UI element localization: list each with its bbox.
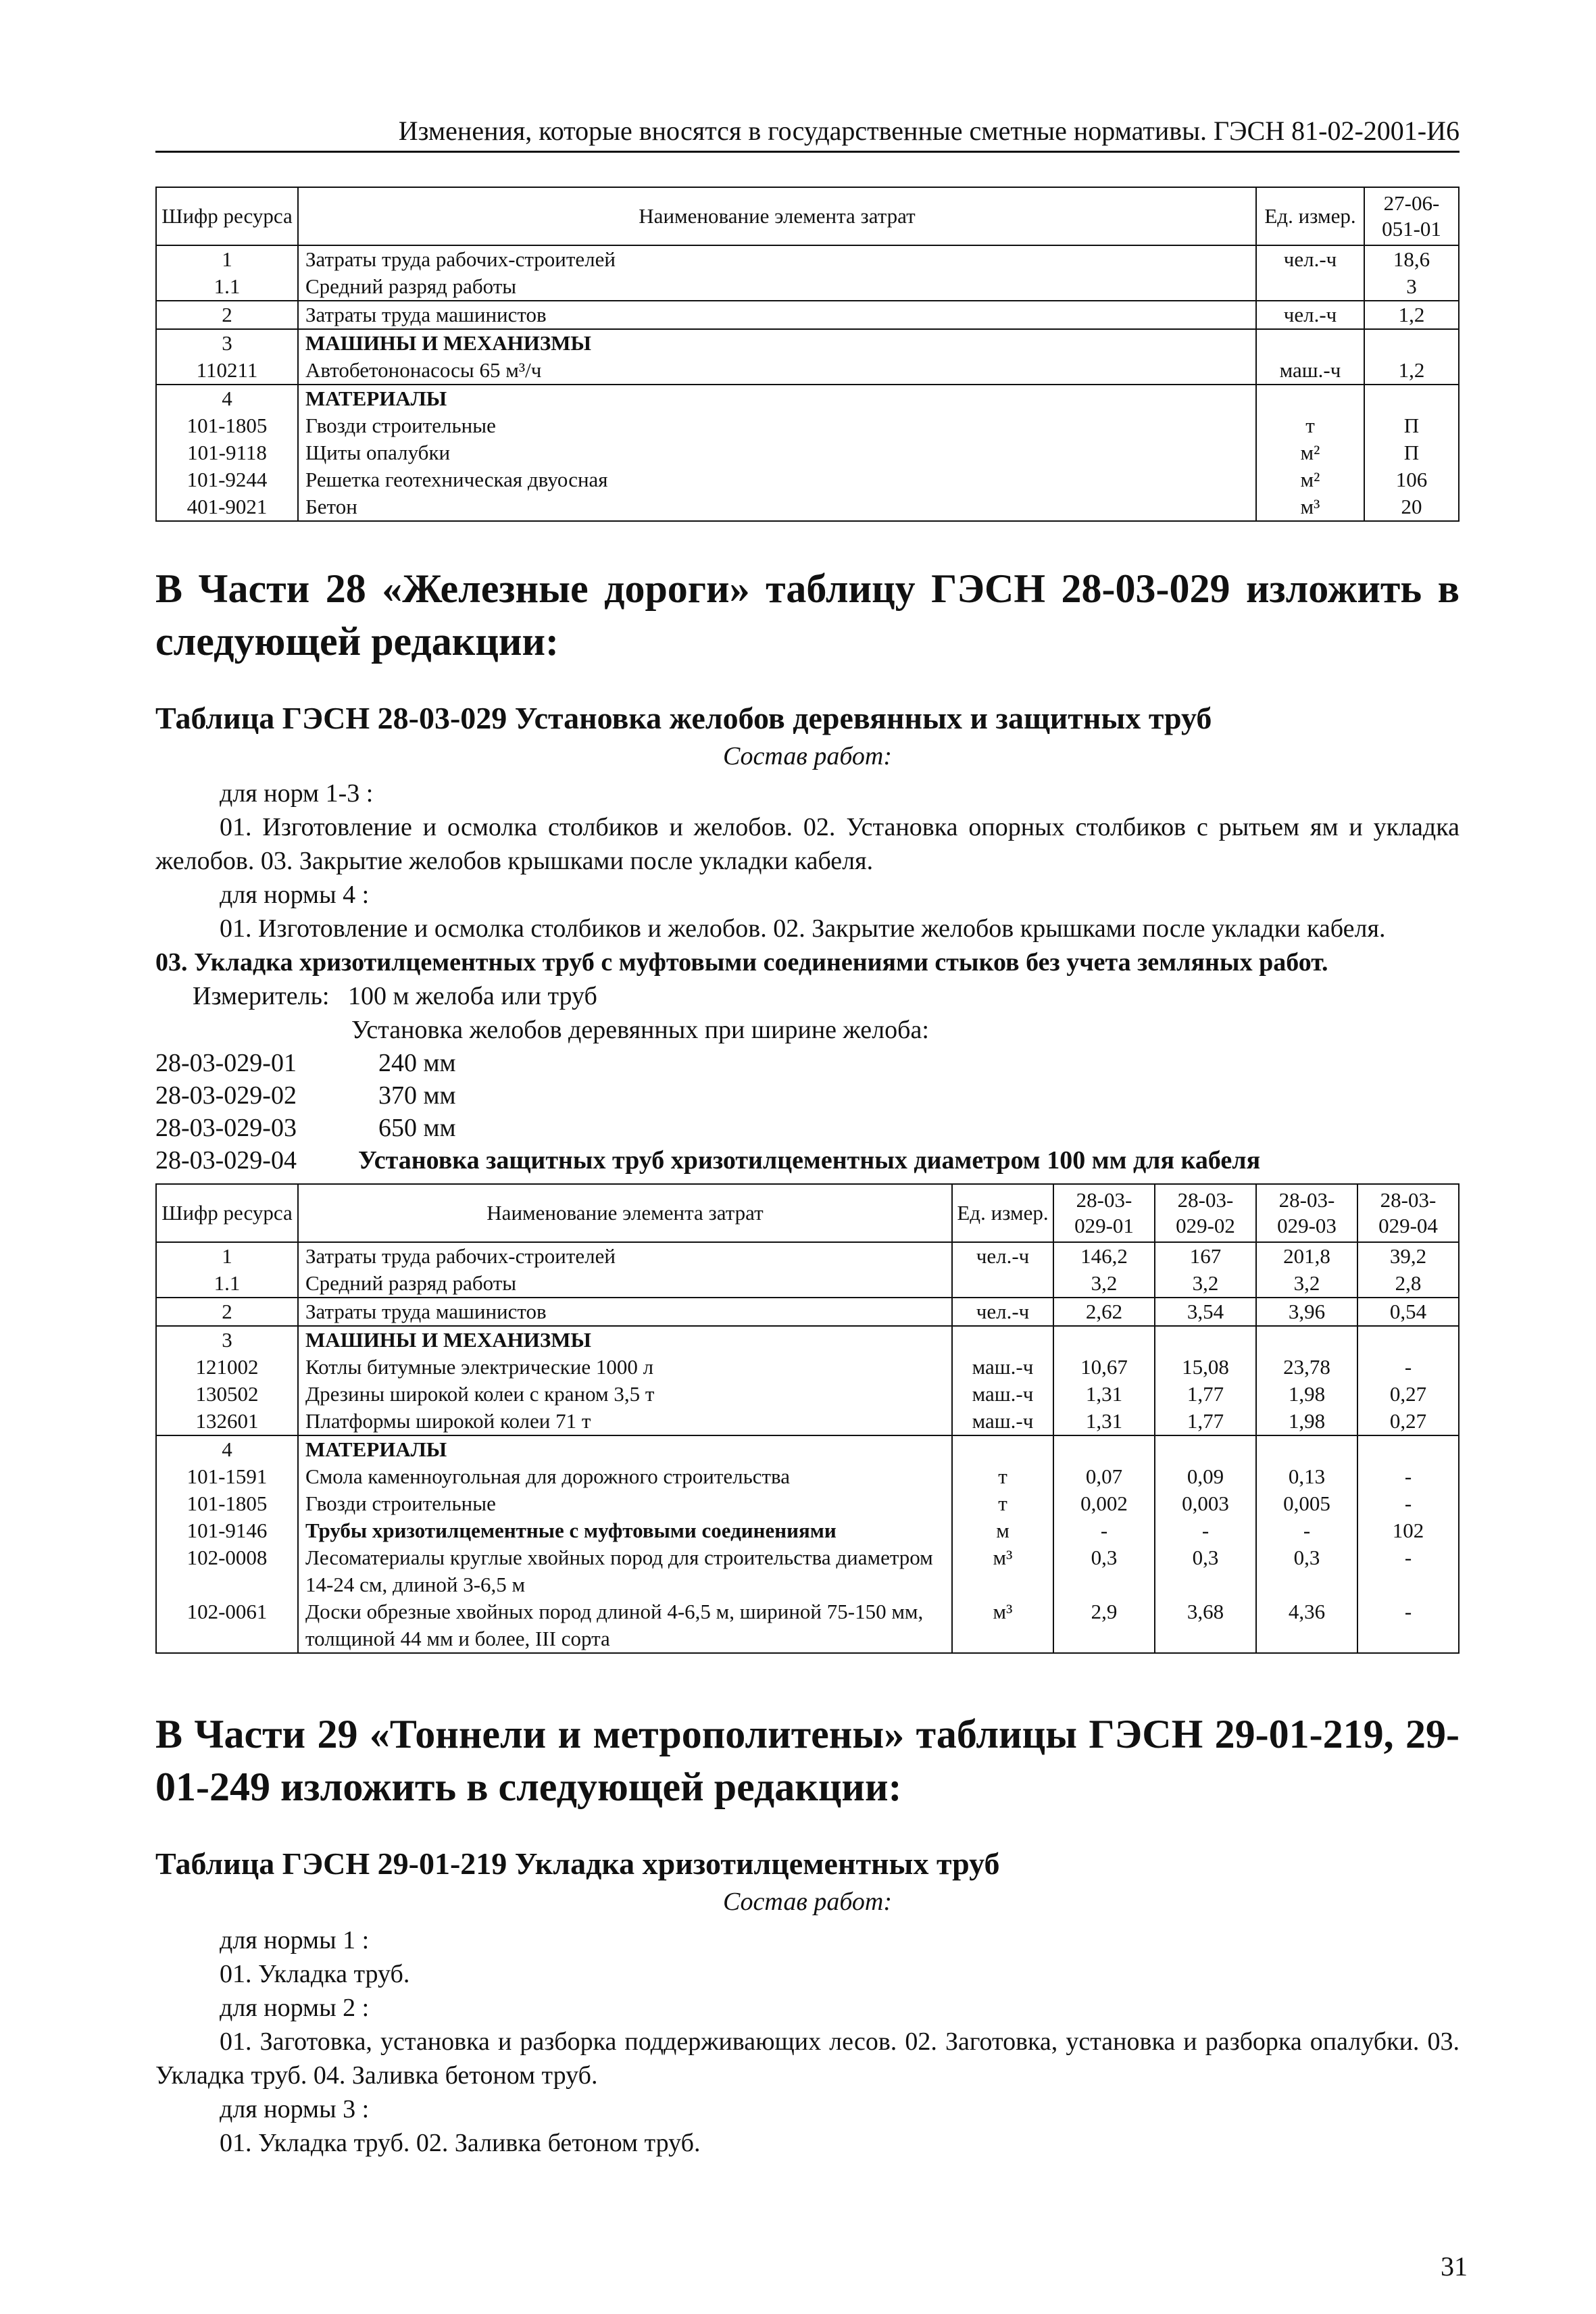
col-header-norm: 27-06-051-01 bbox=[1364, 187, 1459, 245]
cell-value: П bbox=[1364, 439, 1459, 466]
cell-value-1 bbox=[1053, 1435, 1155, 1463]
norms-1-3-work: 01. Изготовление и осмолка столбиков и желобов. 02. Установка опорных столбиков с рытьем ям и укладка желобов. 03. Закрытие желобов крышками после укладки кабеля. bbox=[155, 813, 1460, 875]
table-row bbox=[156, 1408, 1459, 1435]
table-row bbox=[156, 1598, 1459, 1653]
cell-value: 3 bbox=[1364, 273, 1459, 301]
measure-value: 100 м желоба или труб bbox=[348, 982, 597, 1010]
work-composition-label: Состав работ: bbox=[722, 742, 893, 770]
running-header: Изменения, которые вносятся в государственные сметные нормативы. ГЭСН 81-02-2001-И6 bbox=[155, 115, 1460, 153]
cell-unit: т bbox=[952, 1490, 1053, 1517]
col-header-unit: Ед. измер. bbox=[952, 1184, 1053, 1242]
cell-value-1: 1,31 bbox=[1053, 1408, 1155, 1435]
cell-name: Средний разряд работы bbox=[298, 1270, 952, 1298]
table-row bbox=[156, 329, 1459, 357]
table-row bbox=[156, 1517, 1459, 1544]
cell-value-2: 1,77 bbox=[1155, 1381, 1256, 1408]
cell-value-3: 1,98 bbox=[1256, 1408, 1357, 1435]
cell-value-2: 15,08 bbox=[1155, 1354, 1256, 1381]
install-note: Установка желобов деревянных при ширине желоба: bbox=[351, 1016, 929, 1044]
norms-1-3-label: для норм 1-3 : bbox=[220, 779, 374, 808]
cell-code: 102-0061 bbox=[156, 1598, 298, 1653]
table-row bbox=[156, 1463, 1459, 1490]
cell-value-3: 0,3 bbox=[1256, 1544, 1357, 1598]
cell-name: МАШИНЫ И МЕХАНИЗМЫ bbox=[298, 1326, 952, 1354]
cell-value-2: 3,2 bbox=[1155, 1270, 1256, 1298]
table-row bbox=[156, 1298, 1459, 1326]
resource-table-28-03-029 bbox=[155, 1183, 1460, 1654]
cell-value-3: 201,8 bbox=[1256, 1242, 1357, 1270]
cell-value-4 bbox=[1357, 1326, 1459, 1354]
table-row bbox=[156, 1544, 1459, 1598]
cell-value-4: 2,8 bbox=[1357, 1270, 1459, 1298]
cell-unit: м³ bbox=[1256, 493, 1364, 521]
norm-4-work: 01. Изготовление и осмолка столбиков и желобов. 02. Закрытие желобов крышками после укладки кабеля. bbox=[220, 914, 1386, 943]
norm-code-row bbox=[155, 1047, 1460, 1079]
table-row bbox=[156, 1242, 1459, 1270]
cell-value-3: 1,98 bbox=[1256, 1381, 1357, 1408]
cell-code: 1.1 bbox=[156, 1270, 298, 1298]
table-row bbox=[156, 412, 1459, 439]
cell-code: 1.1 bbox=[156, 273, 298, 301]
cell-value-4: 0,54 bbox=[1357, 1298, 1459, 1326]
cell-name: Затраты труда рабочих-строителей bbox=[298, 245, 1256, 273]
cell-value-2: 3,68 bbox=[1155, 1598, 1256, 1653]
cell-value-2: 3,54 bbox=[1155, 1298, 1256, 1326]
cell-value-3 bbox=[1256, 1326, 1357, 1354]
cell-name: Смола каменноугольная для дорожного строительства bbox=[298, 1463, 952, 1490]
section-29-title: В Части 29 «Тоннели и метрополитены» таблицы ГЭСН 29-01-219, 29-01-249 изложить в следующей редакции: bbox=[155, 1712, 1460, 1809]
cell-name: Трубы хризотилцементные с муфтовыми соединениями bbox=[298, 1517, 952, 1544]
cell-code: 130502 bbox=[156, 1381, 298, 1408]
cell-unit: чел.-ч bbox=[1256, 301, 1364, 329]
cell-value bbox=[1364, 329, 1459, 357]
cell-unit: маш.-ч bbox=[1256, 357, 1364, 385]
table-row bbox=[156, 385, 1459, 412]
norm-codes-list bbox=[155, 1047, 1460, 1177]
cell-value-4 bbox=[1357, 1435, 1459, 1463]
cell-code: 102-0008 bbox=[156, 1544, 298, 1598]
cell-value-4: - bbox=[1357, 1490, 1459, 1517]
cell-code: 401-9021 bbox=[156, 493, 298, 521]
norm-code: 28-03-029-03 bbox=[155, 1114, 297, 1142]
cell-code: 1 bbox=[156, 245, 298, 273]
cell-value-3: 0,005 bbox=[1256, 1490, 1357, 1517]
col-header-norm-04: 28-03-029-04 bbox=[1357, 1184, 1459, 1242]
cell-value-4: 102 bbox=[1357, 1517, 1459, 1544]
cell-code: 132601 bbox=[156, 1408, 298, 1435]
cell-value: 1,2 bbox=[1364, 357, 1459, 385]
cell-name: Затраты труда машинистов bbox=[298, 301, 1256, 329]
cell-unit: чел.-ч bbox=[1256, 245, 1364, 273]
cell-unit: м³ bbox=[952, 1544, 1053, 1598]
norm-2-label: для нормы 2 : bbox=[220, 1994, 370, 2022]
cell-value-4: - bbox=[1357, 1463, 1459, 1490]
col-header-name: Наименование элемента затрат bbox=[298, 1184, 952, 1242]
col-header-norm-03: 28-03-029-03 bbox=[1256, 1184, 1357, 1242]
cell-unit: м² bbox=[1256, 439, 1364, 466]
table-row bbox=[156, 1354, 1459, 1381]
cell-value-4: 39,2 bbox=[1357, 1242, 1459, 1270]
cell-unit: м³ bbox=[952, 1598, 1053, 1653]
table-row bbox=[156, 493, 1459, 521]
norm-1-label: для нормы 1 : bbox=[220, 1926, 370, 1954]
cell-name: МАТЕРИАЛЫ bbox=[298, 1435, 952, 1463]
cell-name: Гвозди строительные bbox=[298, 1490, 952, 1517]
table-row bbox=[156, 357, 1459, 385]
cell-unit bbox=[952, 1270, 1053, 1298]
norm-code-row bbox=[155, 1079, 1460, 1112]
cell-value: 1,2 bbox=[1364, 301, 1459, 329]
col-header-code: Шифр ресурса bbox=[156, 187, 298, 245]
cell-name: Котлы битумные электрические 1000 л bbox=[298, 1354, 952, 1381]
table-row bbox=[156, 1270, 1459, 1298]
cell-value: 106 bbox=[1364, 466, 1459, 493]
table2-body bbox=[156, 1242, 1459, 1653]
cell-unit: маш.-ч bbox=[952, 1381, 1053, 1408]
table-row bbox=[156, 439, 1459, 466]
norm-code-description: 370 мм bbox=[378, 1081, 456, 1110]
cell-code: 101-1591 bbox=[156, 1463, 298, 1490]
table-row bbox=[156, 1326, 1459, 1354]
cell-unit bbox=[1256, 329, 1364, 357]
cell-value-1: 0,002 bbox=[1053, 1490, 1155, 1517]
norm-4-label: для нормы 4 : bbox=[220, 881, 370, 909]
cell-code: 110211 bbox=[156, 357, 298, 385]
cell-name: Лесоматериалы круглые хвойных пород для строительства диаметром 14-24 см, длиной 3-6,5 м bbox=[298, 1544, 952, 1598]
cell-value-3: 4,36 bbox=[1256, 1598, 1357, 1653]
norm-code-description: 650 мм bbox=[378, 1114, 456, 1142]
cell-name: Гвозди строительные bbox=[298, 412, 1256, 439]
cell-value-3 bbox=[1256, 1435, 1357, 1463]
cell-unit bbox=[1256, 385, 1364, 412]
cell-value-1: 0,3 bbox=[1053, 1544, 1155, 1598]
cell-value-2: 1,77 bbox=[1155, 1408, 1256, 1435]
cell-value-4: 0,27 bbox=[1357, 1381, 1459, 1408]
col-header-code: Шифр ресурса bbox=[156, 1184, 298, 1242]
cell-name: МАШИНЫ И МЕХАНИЗМЫ bbox=[298, 329, 1256, 357]
cell-code: 101-9146 bbox=[156, 1517, 298, 1544]
cell-name: МАТЕРИАЛЫ bbox=[298, 385, 1256, 412]
col-header-norm-02: 28-03-029-02 bbox=[1155, 1184, 1256, 1242]
cell-unit: т bbox=[952, 1463, 1053, 1490]
cell-value-4: - bbox=[1357, 1598, 1459, 1653]
norm-1-work: 01. Укладка труб. bbox=[220, 1960, 410, 1988]
cell-value-1: 1,31 bbox=[1053, 1381, 1155, 1408]
cell-value-1: 2,9 bbox=[1053, 1598, 1155, 1653]
col-header-norm-01: 28-03-029-01 bbox=[1053, 1184, 1155, 1242]
cell-value-1: 3,2 bbox=[1053, 1270, 1155, 1298]
cell-unit: т bbox=[1256, 412, 1364, 439]
cell-code: 3 bbox=[156, 1326, 298, 1354]
measure-label: Измеритель: bbox=[193, 982, 330, 1010]
cell-value-1: 2,62 bbox=[1053, 1298, 1155, 1326]
cell-value-3: - bbox=[1256, 1517, 1357, 1544]
cell-unit bbox=[952, 1435, 1053, 1463]
table-row bbox=[156, 273, 1459, 301]
cell-name: Платформы широкой колеи 71 т bbox=[298, 1408, 952, 1435]
cell-name: Бетон bbox=[298, 493, 1256, 521]
cell-unit: чел.-ч bbox=[952, 1298, 1053, 1326]
cell-code: 3 bbox=[156, 329, 298, 357]
cell-value-1: 10,67 bbox=[1053, 1354, 1155, 1381]
page-number: 31 bbox=[1441, 2251, 1468, 2282]
cell-value-2: 167 bbox=[1155, 1242, 1256, 1270]
table-29-01-219-title: Таблица ГЭСН 29-01-219 Укладка хризотилцементных труб bbox=[155, 1846, 1000, 1881]
cell-value: П bbox=[1364, 412, 1459, 439]
cell-name: Доски обрезные хвойных пород длиной 4-6,5 м, шириной 75-150 мм, толщиной 44 мм и более, III сорта bbox=[298, 1598, 952, 1653]
norm-code: 28-03-029-01 bbox=[155, 1049, 297, 1077]
cell-name: Щиты опалубки bbox=[298, 439, 1256, 466]
norm-2-work: 01. Заготовка, установка и разборка поддерживающих лесов. 02. Заготовка, установка и разборка опалубки. 03. Укладка труб. 04. Заливка бетоном труб. bbox=[155, 2027, 1460, 2090]
cell-name: Дрезины широкой колеи с краном 3,5 т bbox=[298, 1381, 952, 1408]
cell-value-2: 0,003 bbox=[1155, 1490, 1256, 1517]
cell-value-2: 0,3 bbox=[1155, 1544, 1256, 1598]
cell-unit: м bbox=[952, 1517, 1053, 1544]
cell-name: Автобетононасосы 65 м³/ч bbox=[298, 357, 1256, 385]
cell-unit: чел.-ч bbox=[952, 1242, 1053, 1270]
cell-value-1: - bbox=[1053, 1517, 1155, 1544]
cell-unit: маш.-ч bbox=[952, 1354, 1053, 1381]
norm-3-label: для нормы 3 : bbox=[220, 2095, 370, 2123]
cell-code: 121002 bbox=[156, 1354, 298, 1381]
measure-row bbox=[155, 979, 1460, 1013]
cell-value-3: 3,96 bbox=[1256, 1298, 1357, 1326]
norm-code-description: Установка защитных труб хризотилцементных диаметром 100 мм для кабеля bbox=[358, 1146, 1261, 1175]
col-header-name: Наименование элемента затрат bbox=[298, 187, 1256, 245]
col-header-unit: Ед. измер. bbox=[1256, 187, 1364, 245]
table-row bbox=[156, 301, 1459, 329]
cell-unit: маш.-ч bbox=[952, 1408, 1053, 1435]
cell-code: 1 bbox=[156, 1242, 298, 1270]
work-composition-label: Состав работ: bbox=[722, 1888, 893, 1916]
cell-name: Средний разряд работы bbox=[298, 273, 1256, 301]
cell-value-2: 0,09 bbox=[1155, 1463, 1256, 1490]
cell-code: 101-9118 bbox=[156, 439, 298, 466]
cell-value-4: - bbox=[1357, 1354, 1459, 1381]
cell-value-3: 23,78 bbox=[1256, 1354, 1357, 1381]
cell-name: Решетка геотехническая двуосная bbox=[298, 466, 1256, 493]
resource-table-27-06-051 bbox=[155, 187, 1460, 522]
cell-name: Затраты труда машинистов bbox=[298, 1298, 952, 1326]
cell-unit: м² bbox=[1256, 466, 1364, 493]
table-row bbox=[156, 245, 1459, 273]
table-row bbox=[156, 1381, 1459, 1408]
cell-unit bbox=[952, 1326, 1053, 1354]
table1-body bbox=[156, 245, 1459, 521]
table-28-03-029-title: Таблица ГЭСН 28-03-029 Установка желобов деревянных и защитных труб bbox=[155, 701, 1212, 735]
cell-value: 18,6 bbox=[1364, 245, 1459, 273]
cell-value bbox=[1364, 385, 1459, 412]
cell-code: 101-1805 bbox=[156, 412, 298, 439]
cell-code: 101-9244 bbox=[156, 466, 298, 493]
cell-value-4: 0,27 bbox=[1357, 1408, 1459, 1435]
cell-value-1 bbox=[1053, 1326, 1155, 1354]
table-row bbox=[156, 466, 1459, 493]
norm-3-work: 01. Укладка труб. 02. Заливка бетоном труб. bbox=[220, 2129, 701, 2157]
section-28-title: В Части 28 «Железные дороги» таблицу ГЭСН 28-03-029 изложить в следующей редакции: bbox=[155, 566, 1460, 664]
cell-value-2: - bbox=[1155, 1517, 1256, 1544]
norm-code-description: 240 мм bbox=[378, 1049, 456, 1077]
cell-value-3: 3,2 bbox=[1256, 1270, 1357, 1298]
norm-code: 28-03-029-04 bbox=[155, 1146, 297, 1175]
norm-code-row bbox=[155, 1112, 1460, 1144]
cell-name: Затраты труда рабочих-строителей bbox=[298, 1242, 952, 1270]
norm-code: 28-03-029-02 bbox=[155, 1081, 297, 1110]
cell-value-2 bbox=[1155, 1435, 1256, 1463]
norm-code-row bbox=[155, 1144, 1460, 1177]
cell-value-4: - bbox=[1357, 1544, 1459, 1598]
cell-value-1: 146,2 bbox=[1053, 1242, 1155, 1270]
table-row bbox=[156, 1490, 1459, 1517]
norm-4-work-bold: 03. Укладка хризотилцементных труб с муфтовыми соединениями стыков без учета земляных работ. bbox=[155, 948, 1328, 977]
cell-value: 20 bbox=[1364, 493, 1459, 521]
cell-code: 4 bbox=[156, 385, 298, 412]
cell-code: 2 bbox=[156, 301, 298, 329]
cell-value-2 bbox=[1155, 1326, 1256, 1354]
document-page bbox=[155, 115, 1460, 2160]
cell-unit bbox=[1256, 273, 1364, 301]
cell-code: 4 bbox=[156, 1435, 298, 1463]
cell-value-3: 0,13 bbox=[1256, 1463, 1357, 1490]
cell-code: 101-1805 bbox=[156, 1490, 298, 1517]
table-row bbox=[156, 1435, 1459, 1463]
cell-value-1: 0,07 bbox=[1053, 1463, 1155, 1490]
cell-code: 2 bbox=[156, 1298, 298, 1326]
